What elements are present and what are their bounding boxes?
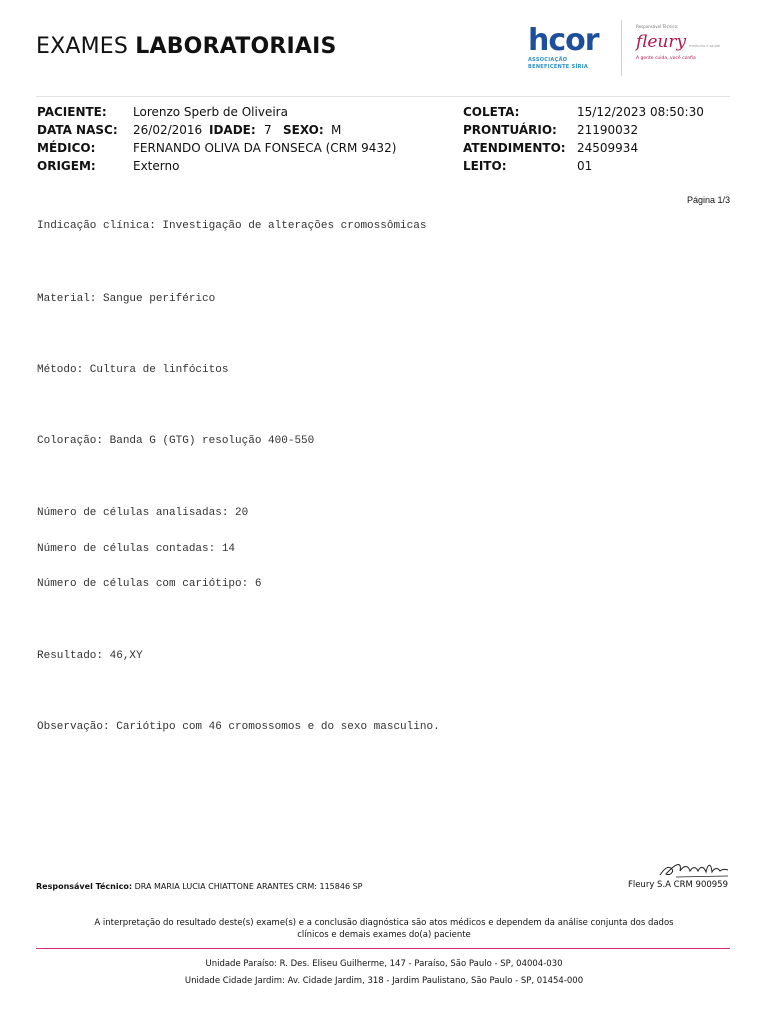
- leito-label: LEITO:: [463, 159, 507, 173]
- hcor-logo-word: hcor: [528, 23, 599, 58]
- data-nasc-label: DATA NASC:: [37, 123, 118, 137]
- report-celulas-cariotipo: Número de células com cariótipo: 6: [37, 578, 262, 590]
- prontuario-label: PRONTUÁRIO:: [463, 123, 557, 137]
- logo-divider: [621, 20, 622, 76]
- report-celulas-contadas: Número de células contadas: 14: [37, 543, 236, 555]
- report-observacao: Observação: Cariótipo com 46 cromossomos e do sexo masculino.: [37, 721, 440, 733]
- report-metodo: Método: Cultura de linfócitos: [37, 364, 229, 376]
- responsavel-label: Responsável Técnico:: [36, 882, 133, 891]
- origem-value: Externo: [133, 159, 180, 173]
- address-cidade-jardim: Unidade Cidade Jardim: Av. Cidade Jardim, 318 - Jardim Paulistano, São Paulo - SP, 01454-000: [184, 976, 584, 986]
- disclaimer-line-1: A interpretação do resultado deste(s) exame(s) e a conclusão diagnóstica são atos médicos e dependem da análise conjunta dos dados: [94, 918, 674, 928]
- fleury-logo-tag: medicina e saúde: [689, 44, 721, 48]
- report-resultado: Resultado: 46,XY: [37, 650, 143, 662]
- paciente-value: Lorenzo Sperb de Oliveira: [133, 105, 288, 119]
- sexo-label: SEXO:: [283, 123, 324, 137]
- responsavel-tecnico: [36, 882, 363, 891]
- idade-label: IDADE:: [209, 123, 256, 137]
- atendimento-label: ATENDIMENTO:: [463, 141, 566, 155]
- page-title: [36, 34, 337, 59]
- fleury-logo-responsavel: Responsável Técnico:: [636, 24, 679, 29]
- disclaimer-line-2: clínicos e demais exames do(a) paciente: [297, 930, 471, 940]
- coleta-value: 15/12/2023 08:50:30: [577, 105, 704, 119]
- report-material: Material: Sangue periférico: [37, 293, 216, 305]
- report-indicacao: Indicação clínica: Investigação de alterações cromossômicas: [37, 220, 427, 232]
- page-number: Página 1/3: [686, 195, 730, 205]
- coleta-label: COLETA:: [463, 105, 520, 119]
- fleury-logo: [636, 24, 736, 62]
- report-celulas-analisadas: Número de células analisadas: 20: [37, 507, 249, 519]
- idade-value: 7: [264, 123, 272, 137]
- paciente-label: PACIENTE:: [37, 105, 107, 119]
- header-divider: [36, 96, 730, 97]
- responsavel-name: DRA MARIA LUCIA CHIATTONE ARANTES CRM: 115846 SP: [132, 882, 363, 891]
- signature-image: [656, 855, 730, 881]
- hcor-logo-sub2: BENEFICENTE SÍRIA: [528, 64, 589, 70]
- hcor-logo: [528, 23, 610, 70]
- title-light: EXAMES: [36, 34, 136, 59]
- report-coloracao: Coloração: Banda G (GTG) resolução 400-550: [37, 435, 315, 447]
- address-paraiso: Unidade Paraíso: R. Des. Eliseu Guilherme, 147 - Paraíso, São Paulo - SP, 04004-030: [205, 959, 563, 969]
- leito-value: 01: [577, 159, 593, 173]
- prontuario-value: 21190032: [577, 123, 639, 137]
- footer-divider: [36, 948, 730, 949]
- atendimento-value: 24509934: [577, 141, 639, 155]
- fleury-logo-word: fleury: [636, 32, 687, 52]
- fleury-crm: Fleury S.A CRM 900959: [627, 880, 728, 890]
- origem-label: ORIGEM:: [37, 159, 96, 173]
- hcor-logo-sub1: ASSOCIAÇÃO: [528, 57, 568, 63]
- data-nasc-value: 26/02/2016: [133, 123, 203, 137]
- sexo-value: M: [331, 123, 342, 137]
- fleury-logo-slogan: A gente cuida, você confia: [636, 56, 696, 61]
- disclaimer: [60, 917, 708, 941]
- medico-label: MÉDICO:: [37, 141, 96, 155]
- title-bold: LABORATORIAIS: [135, 34, 337, 59]
- medico-value: FERNANDO OLIVA DA FONSECA (CRM 9432): [133, 141, 397, 155]
